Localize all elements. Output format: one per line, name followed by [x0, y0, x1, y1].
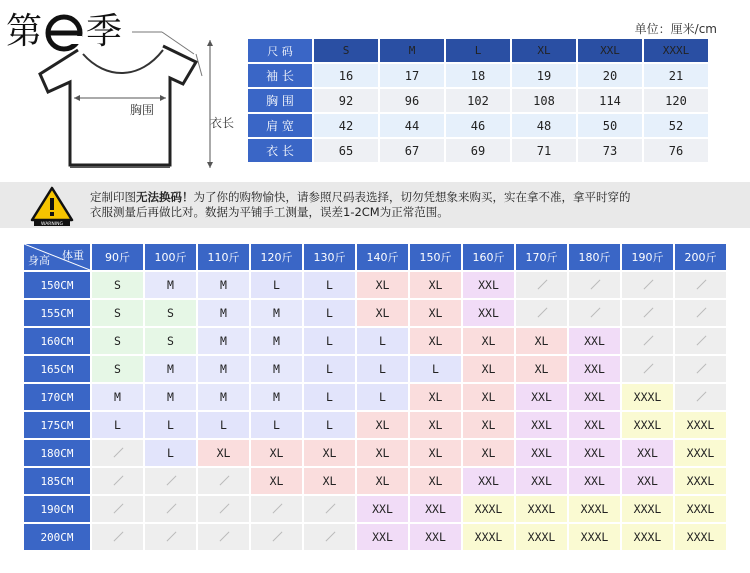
fit-size-cell: XL: [357, 468, 408, 494]
fit-size-cell: XL: [251, 468, 302, 494]
fit-row: [24, 356, 726, 382]
size-cell: 67: [380, 139, 444, 162]
fit-size-cell: XL: [463, 384, 514, 410]
fit-empty-cell: [569, 300, 620, 326]
fit-empty-cell: [145, 524, 196, 550]
height-header-cell: 170CM: [24, 384, 90, 410]
size-cell: 18: [446, 64, 510, 87]
fit-size-cell: XXXL: [463, 524, 514, 550]
size-cell: 120: [644, 89, 708, 112]
weight-header-cell: 140斤: [357, 244, 408, 270]
fit-size-cell: XXL: [357, 496, 408, 522]
height-header-cell: 185CM: [24, 468, 90, 494]
size-header-label: 尺 码: [248, 39, 312, 62]
corner-height-label: 身高: [28, 254, 50, 267]
size-cell: 50: [578, 114, 642, 137]
notice-bar: [0, 182, 750, 228]
fit-empty-cell: [516, 272, 567, 298]
fit-size-cell: XXL: [569, 384, 620, 410]
fit-empty-cell: [675, 328, 726, 354]
fit-size-cell: XXXL: [516, 496, 567, 522]
size-row-chest: [248, 89, 708, 112]
size-header-cell: L: [446, 39, 510, 62]
fit-size-cell: XXXL: [463, 496, 514, 522]
fit-size-cell: M: [198, 384, 249, 410]
fit-empty-cell: [622, 328, 673, 354]
fit-empty-cell: [92, 440, 143, 466]
fit-size-cell: XXXL: [622, 412, 673, 438]
fit-size-cell: XXL: [516, 440, 567, 466]
fit-size-cell: XXL: [516, 384, 567, 410]
weight-header-cell: 180斤: [569, 244, 620, 270]
fit-size-cell: M: [251, 328, 302, 354]
weight-header-cell: 160斤: [463, 244, 514, 270]
fit-empty-cell: [198, 524, 249, 550]
fit-size-cell: S: [92, 300, 143, 326]
size-header-row: [248, 39, 708, 62]
size-cell: 19: [512, 64, 576, 87]
fit-size-cell: M: [198, 356, 249, 382]
size-header-cell: XXL: [578, 39, 642, 62]
size-cell: 65: [314, 139, 378, 162]
size-header-cell: XL: [512, 39, 576, 62]
weight-header-cell: 120斤: [251, 244, 302, 270]
fit-size-cell: XXXL: [675, 524, 726, 550]
fit-size-cell: XXXL: [622, 496, 673, 522]
fit-size-cell: XXL: [463, 468, 514, 494]
fit-row: [24, 468, 726, 494]
fit-size-cell: XXL: [569, 356, 620, 382]
size-cell: 42: [314, 114, 378, 137]
fit-empty-cell: [622, 272, 673, 298]
size-cell: 71: [512, 139, 576, 162]
corner-weight-label: 体重: [62, 249, 84, 262]
fit-empty-cell: [251, 496, 302, 522]
fit-size-cell: L: [251, 412, 302, 438]
size-header-cell: XXXL: [644, 39, 708, 62]
fit-empty-cell: [92, 468, 143, 494]
fit-size-cell: S: [92, 328, 143, 354]
weight-header-cell: 200斤: [675, 244, 726, 270]
fit-row: [24, 272, 726, 298]
size-row-label: 袖 长: [248, 64, 312, 87]
fit-size-cell: M: [145, 356, 196, 382]
size-header-cell: S: [314, 39, 378, 62]
fit-size-cell: XXXL: [675, 440, 726, 466]
fit-size-cell: XXL: [622, 468, 673, 494]
fit-size-cell: XL: [357, 412, 408, 438]
fit-size-cell: S: [145, 328, 196, 354]
fit-size-cell: M: [92, 384, 143, 410]
height-header-cell: 200CM: [24, 524, 90, 550]
size-cell: 21: [644, 64, 708, 87]
size-cell: 17: [380, 64, 444, 87]
fit-empty-cell: [569, 272, 620, 298]
fit-size-cell: XL: [516, 328, 567, 354]
fit-size-cell: XL: [410, 384, 461, 410]
logo-char-1: 第: [6, 11, 43, 52]
size-cell: 69: [446, 139, 510, 162]
fit-size-cell: M: [198, 328, 249, 354]
size-row-shoulder: [248, 114, 708, 137]
weight-header-cell: 190斤: [622, 244, 673, 270]
height-header-cell: 150CM: [24, 272, 90, 298]
weight-header-cell: 150斤: [410, 244, 461, 270]
fit-empty-cell: [304, 524, 355, 550]
fit-size-cell: XL: [357, 440, 408, 466]
size-row-label: 衣 长: [248, 139, 312, 162]
fit-empty-cell: [622, 356, 673, 382]
fit-size-cell: M: [251, 356, 302, 382]
fit-size-cell: XXL: [463, 300, 514, 326]
fit-empty-cell: [251, 524, 302, 550]
fit-row: [24, 384, 726, 410]
height-header-cell: 155CM: [24, 300, 90, 326]
fit-row: [24, 496, 726, 522]
size-cell: 76: [644, 139, 708, 162]
size-cell: 108: [512, 89, 576, 112]
fit-size-cell: L: [304, 300, 355, 326]
height-header-cell: 180CM: [24, 440, 90, 466]
notice-line2: 衣服测量后再做比对。数据为平铺手工测量，误差1-2CM为正常范围。: [90, 205, 449, 219]
size-row-label: 胸 围: [248, 89, 312, 112]
fit-size-cell: L: [198, 412, 249, 438]
fit-row: [24, 524, 726, 550]
fit-size-cell: XL: [357, 272, 408, 298]
warning-icon-text: WARNING: [41, 222, 63, 226]
fit-row: [24, 300, 726, 326]
fit-corner-cell: [24, 244, 90, 270]
fit-size-cell: L: [304, 412, 355, 438]
height-header-cell: 190CM: [24, 496, 90, 522]
fit-size-cell: XL: [410, 468, 461, 494]
fit-row: [24, 412, 726, 438]
fit-size-cell: XXL: [410, 496, 461, 522]
fit-empty-cell: [675, 384, 726, 410]
fit-size-cell: XXL: [569, 468, 620, 494]
notice-text: [90, 190, 740, 220]
fit-row: [24, 328, 726, 354]
fit-size-cell: XXXL: [569, 524, 620, 550]
fit-size-cell: XXL: [516, 468, 567, 494]
size-cell: 16: [314, 64, 378, 87]
fit-empty-cell: [675, 300, 726, 326]
size-chart-table: [246, 37, 710, 164]
tshirt-outline-icon: [20, 10, 240, 185]
fit-size-cell: L: [304, 356, 355, 382]
chest-label: 胸围: [130, 103, 155, 117]
fit-empty-cell: [92, 524, 143, 550]
fit-size-cell: XL: [463, 328, 514, 354]
fit-size-cell: M: [251, 384, 302, 410]
fit-size-cell: XL: [304, 440, 355, 466]
length-label: 衣长: [210, 116, 235, 130]
fit-table: [22, 242, 728, 552]
fit-empty-cell: [675, 356, 726, 382]
fit-size-cell: XXXL: [622, 384, 673, 410]
size-cell: 96: [380, 89, 444, 112]
fit-empty-cell: [675, 272, 726, 298]
size-row-length: [248, 139, 708, 162]
fit-size-cell: XL: [410, 272, 461, 298]
fit-size-cell: XXXL: [569, 496, 620, 522]
fit-size-cell: L: [145, 412, 196, 438]
fit-size-cell: XL: [463, 440, 514, 466]
height-header-cell: 160CM: [24, 328, 90, 354]
fit-size-cell: L: [357, 384, 408, 410]
size-cell: 114: [578, 89, 642, 112]
notice-line1: 为了你的购物愉快，请参照尺码表选择，切勿凭想象来购买，实在拿不准，拿平时穿的: [193, 190, 631, 204]
fit-empty-cell: [145, 468, 196, 494]
fit-size-cell: XXXL: [675, 412, 726, 438]
fit-size-cell: XXL: [463, 272, 514, 298]
fit-size-cell: XXL: [569, 328, 620, 354]
fit-size-cell: L: [304, 384, 355, 410]
fit-size-cell: L: [145, 440, 196, 466]
fit-size-cell: XL: [251, 440, 302, 466]
fit-size-cell: L: [410, 356, 461, 382]
size-cell: 92: [314, 89, 378, 112]
fit-size-cell: L: [357, 356, 408, 382]
fit-size-cell: XXL: [410, 524, 461, 550]
size-cell: 73: [578, 139, 642, 162]
weight-header-cell: 130斤: [304, 244, 355, 270]
weight-header-cell: 100斤: [145, 244, 196, 270]
fit-empty-cell: [304, 496, 355, 522]
fit-size-cell: XXL: [622, 440, 673, 466]
notice-prefix: 定制印图: [90, 190, 136, 204]
fit-size-cell: XXXL: [675, 496, 726, 522]
fit-size-cell: L: [251, 272, 302, 298]
fit-size-cell: XL: [516, 356, 567, 382]
height-header-cell: 175CM: [24, 412, 90, 438]
fit-size-cell: XL: [463, 412, 514, 438]
size-row-sleeve: [248, 64, 708, 87]
fit-size-cell: XL: [198, 440, 249, 466]
fit-size-cell: XL: [410, 440, 461, 466]
fit-size-cell: M: [145, 272, 196, 298]
fit-size-cell: XL: [357, 300, 408, 326]
size-row-label: 肩 宽: [248, 114, 312, 137]
fit-size-cell: S: [92, 356, 143, 382]
fit-size-cell: M: [145, 384, 196, 410]
fit-size-cell: M: [198, 272, 249, 298]
fit-size-cell: XXXL: [622, 524, 673, 550]
fit-size-cell: XXL: [357, 524, 408, 550]
fit-empty-cell: [145, 496, 196, 522]
fit-row: [24, 440, 726, 466]
fit-size-cell: L: [304, 272, 355, 298]
fit-empty-cell: [198, 496, 249, 522]
unit-label: 单位：厘米/cm: [634, 22, 717, 36]
warning-icon: [30, 186, 74, 226]
weight-header-cell: 90斤: [92, 244, 143, 270]
fit-empty-cell: [92, 496, 143, 522]
fit-size-cell: XL: [463, 356, 514, 382]
fit-empty-cell: [516, 300, 567, 326]
fit-size-cell: XL: [304, 468, 355, 494]
size-cell: 52: [644, 114, 708, 137]
fit-size-cell: XXXL: [516, 524, 567, 550]
fit-empty-cell: [622, 300, 673, 326]
fit-size-cell: M: [198, 300, 249, 326]
fit-size-cell: XXL: [569, 412, 620, 438]
logo-char-2: 季: [86, 11, 123, 52]
size-cell: 46: [446, 114, 510, 137]
size-cell: 102: [446, 89, 510, 112]
fit-size-cell: XXL: [516, 412, 567, 438]
size-cell: 20: [578, 64, 642, 87]
height-header-cell: 165CM: [24, 356, 90, 382]
fit-size-cell: L: [357, 328, 408, 354]
fit-size-cell: S: [92, 272, 143, 298]
weight-header-cell: 170斤: [516, 244, 567, 270]
fit-header-row: [24, 244, 726, 270]
fit-size-cell: L: [92, 412, 143, 438]
notice-bold: 无法换码！: [136, 190, 194, 204]
tshirt-diagram: [20, 10, 240, 185]
fit-size-cell: XL: [410, 412, 461, 438]
size-cell: 44: [380, 114, 444, 137]
fit-size-cell: S: [145, 300, 196, 326]
fit-size-cell: M: [251, 300, 302, 326]
fit-empty-cell: [198, 468, 249, 494]
fit-size-cell: XXXL: [675, 468, 726, 494]
fit-size-cell: XL: [410, 328, 461, 354]
size-header-cell: M: [380, 39, 444, 62]
size-cell: 48: [512, 114, 576, 137]
weight-header-cell: 110斤: [198, 244, 249, 270]
fit-size-cell: XXL: [569, 440, 620, 466]
fit-size-cell: L: [304, 328, 355, 354]
fit-size-cell: XL: [410, 300, 461, 326]
